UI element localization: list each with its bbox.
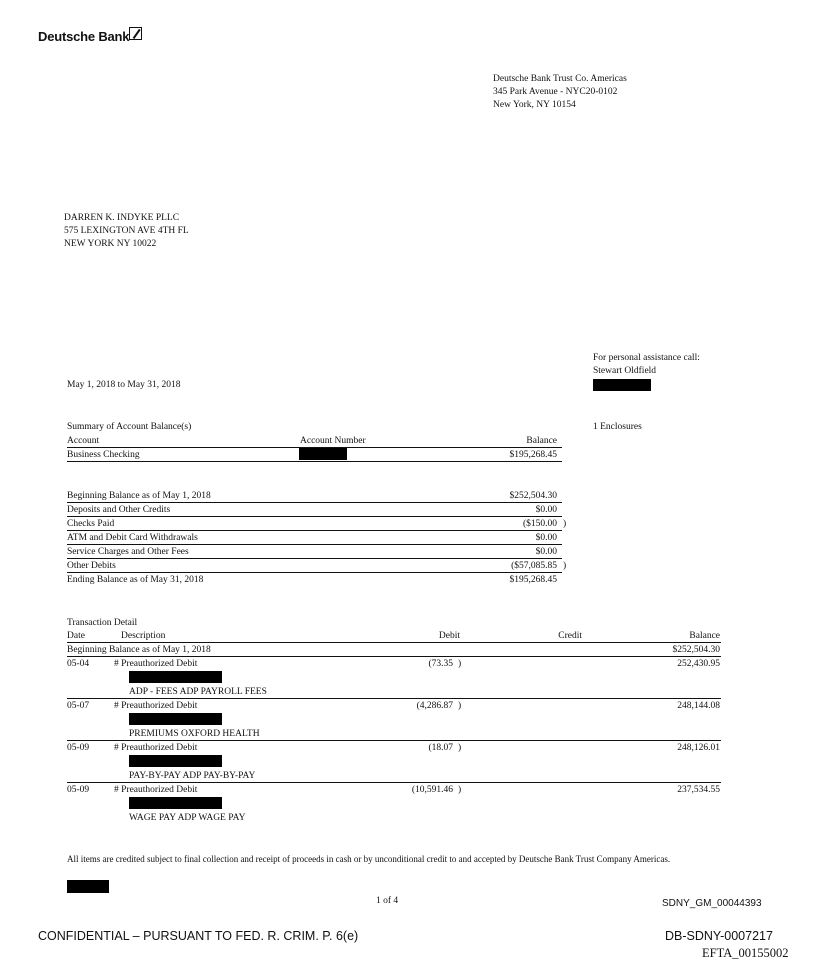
- transaction-detail: PREMIUMS OXFORD HEALTH: [129, 729, 260, 739]
- balance-label: Beginning Balance as of May 1, 2018: [67, 491, 211, 501]
- transaction-debit: (10,591.46: [411, 785, 453, 795]
- balance-value: ($150.00: [522, 519, 557, 529]
- transaction-balance: 252,430.95: [677, 659, 720, 669]
- bates-sdny-gm: SDNY_GM_00044393: [662, 898, 762, 909]
- header-description: Description: [121, 631, 166, 641]
- redacted-account-number: [299, 448, 347, 460]
- assistance-label: For personal assistance call:: [593, 353, 700, 363]
- balance-rule: [67, 572, 562, 573]
- balance-label: Checks Paid: [67, 519, 115, 529]
- balance-paren: ): [563, 519, 567, 529]
- balance-label: Deposits and Other Credits: [67, 505, 171, 515]
- transaction-debit: (73.35: [428, 659, 453, 669]
- transaction-detail: ADP - FEES ADP PAYROLL FEES: [129, 687, 267, 697]
- transaction-balance: 237,534.55: [677, 785, 720, 795]
- balance-rule: [67, 544, 562, 545]
- bank-logo-text: Deutsche Bank: [38, 29, 130, 44]
- customer-address: [64, 212, 189, 251]
- transaction-date: 05-09: [67, 785, 90, 795]
- transaction-detail: PAY-BY-PAY ADP PAY-BY-PAY: [129, 771, 256, 781]
- transaction-debit-paren: ): [458, 701, 462, 711]
- redacted-reference: [129, 713, 222, 725]
- summary-header-account-number: Account Number: [300, 436, 366, 446]
- bank-address-line: Deutsche Bank Trust Co. Americas: [493, 74, 627, 84]
- balance-label: Service Charges and Other Fees: [67, 547, 189, 557]
- customer-address-line: NEW YORK NY 10022: [64, 239, 157, 249]
- transaction-detail: WAGE PAY ADP WAGE PAY: [129, 813, 246, 823]
- transaction-beginning-rule: [67, 656, 721, 657]
- redacted-reference: [129, 755, 222, 767]
- transaction-rule: [67, 698, 721, 699]
- balance-value: $0.00: [535, 505, 557, 515]
- header-balance: Balance: [689, 631, 720, 641]
- enclosures: 1 Enclosures: [593, 422, 642, 432]
- balance-rule: [67, 558, 562, 559]
- summary-account-name: Business Checking: [67, 450, 140, 460]
- transaction-row: [67, 784, 721, 824]
- beginning-balance: $252,504.30: [672, 645, 720, 655]
- customer-address-line: DARREN K. INDYKE PLLC: [64, 213, 180, 223]
- bank-address: [493, 73, 627, 112]
- redacted-reference: [129, 671, 222, 683]
- summary-account-rule: [67, 461, 562, 462]
- assistance-name: Stewart Oldfield: [593, 366, 657, 376]
- bank-logo: [38, 29, 148, 45]
- balance-label: Ending Balance as of May 31, 2018: [67, 575, 204, 585]
- balance-value: $195,268.45: [509, 575, 557, 585]
- bates-efta: EFTA_00155002: [702, 946, 789, 960]
- transaction-date: 05-07: [67, 701, 90, 711]
- transaction-rule: [67, 740, 721, 741]
- balance-label: Other Debits: [67, 561, 116, 571]
- header-date: Date: [67, 631, 85, 641]
- transaction-description: # Preauthorized Debit: [114, 701, 198, 711]
- redacted-footer-block: [67, 880, 109, 893]
- bank-address-line: 345 Park Avenue - NYC20-0102: [493, 87, 618, 97]
- header-debit: Debit: [438, 631, 460, 641]
- balance-value: $0.00: [535, 533, 557, 543]
- transaction-debit-paren: ): [458, 659, 462, 669]
- balance-rule: [67, 530, 562, 531]
- transaction-description: # Preauthorized Debit: [114, 659, 198, 669]
- summary-account-balance: $195,268.45: [509, 450, 557, 460]
- summary-header-account: Account: [67, 436, 100, 446]
- deutsche-bank-slash-logo-icon: [129, 27, 142, 40]
- transaction-date: 05-09: [67, 743, 90, 753]
- transaction-debit-paren: ): [458, 785, 462, 795]
- transaction-title: Transaction Detail: [67, 618, 138, 628]
- balance-summary: [67, 490, 572, 590]
- balance-value: $252,504.30: [509, 491, 557, 501]
- page-number: 1 of 4: [376, 896, 399, 906]
- transaction-description: # Preauthorized Debit: [114, 743, 198, 753]
- balance-rule: [67, 516, 562, 517]
- summary-header-balance: Balance: [526, 436, 557, 446]
- header-credit: Credit: [558, 631, 582, 641]
- summary-title: Summary of Account Balance(s): [67, 422, 192, 432]
- transaction-debit: (4,286.87: [416, 701, 453, 711]
- balance-value: $0.00: [535, 547, 557, 557]
- transaction-row: [67, 658, 721, 698]
- transaction-description: # Preauthorized Debit: [114, 785, 198, 795]
- statement-period: May 1, 2018 to May 31, 2018: [67, 380, 181, 390]
- redacted-reference: [129, 797, 222, 809]
- transaction-balance: 248,144.08: [677, 701, 720, 711]
- balance-label: ATM and Debit Card Withdrawals: [67, 533, 198, 543]
- transaction-balance: 248,126.01: [677, 743, 720, 753]
- transaction-date: 05-04: [67, 659, 90, 669]
- transaction-rule: [67, 782, 721, 783]
- confidential-notice: CONFIDENTIAL – PURSUANT TO FED. R. CRIM. P. 6(e): [38, 929, 359, 943]
- redacted-phone: [593, 379, 651, 391]
- transaction-row: [67, 700, 721, 740]
- transaction-row: [67, 742, 721, 782]
- balance-value: ($57,085.85: [511, 561, 557, 571]
- bates-db-sdny: DB-SDNY-0007217: [665, 929, 773, 943]
- transaction-header-rule: [67, 642, 721, 643]
- balance-rule: [67, 502, 562, 503]
- disclaimer: All items are credited subject to final collection and receipt of proceeds in cash or by unconditional credit to and accepted by Deutsche Bank Trust Company Americas.: [67, 854, 671, 864]
- customer-address-line: 575 LEXINGTON AVE 4TH FL: [64, 226, 189, 236]
- bank-address-line: New York, NY 10154: [493, 100, 576, 110]
- beginning-label: Beginning Balance as of May 1, 2018: [67, 645, 211, 655]
- balance-paren: ): [563, 561, 567, 571]
- transaction-debit: (18.07: [428, 743, 453, 753]
- transaction-debit-paren: ): [458, 743, 462, 753]
